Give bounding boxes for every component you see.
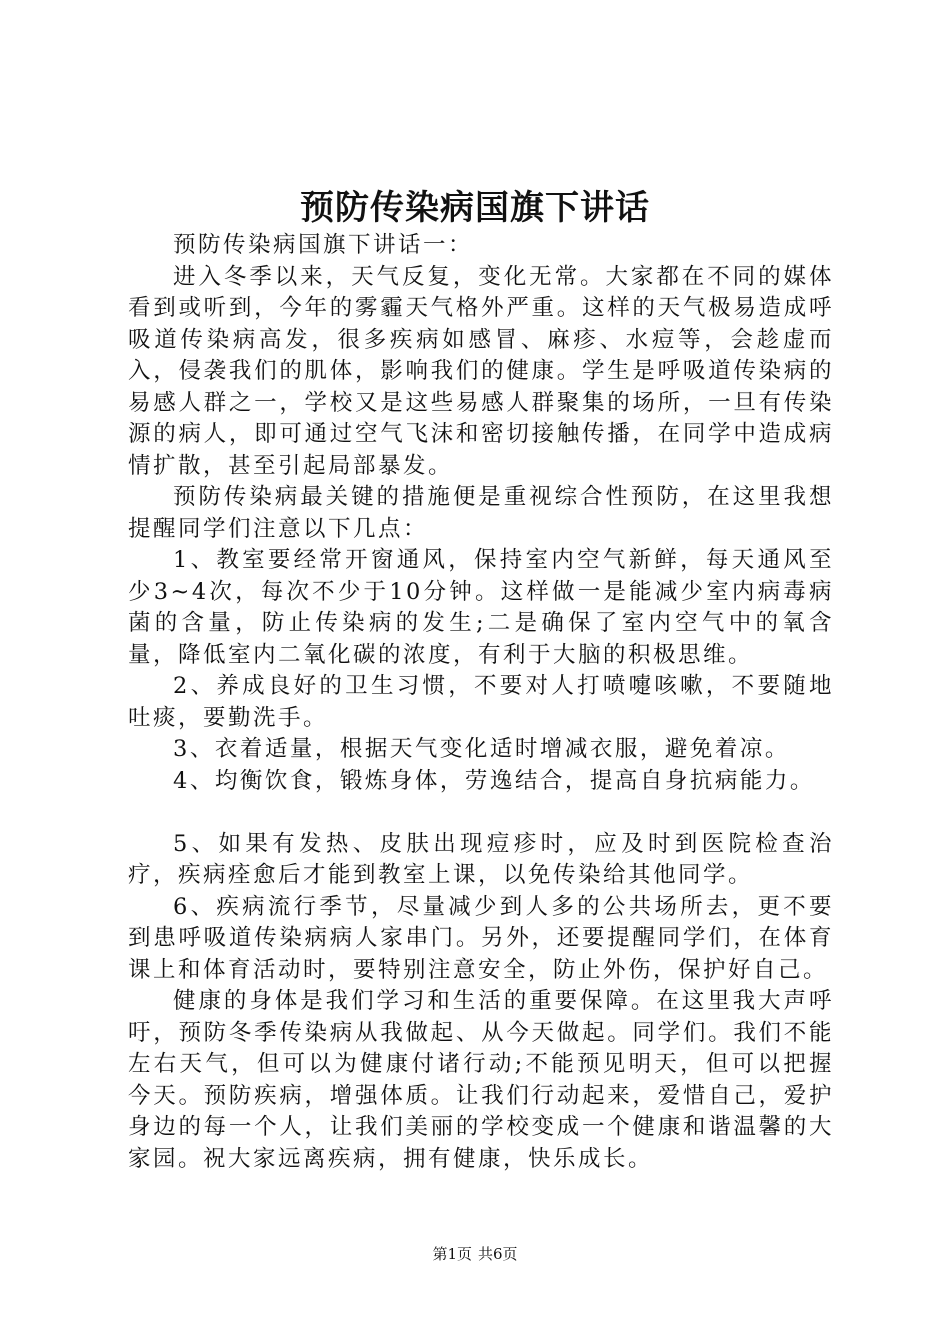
paragraph-conclusion: 健康的身体是我们学习和生活的重要保障。在这里我大声呼吁，预防冬季传染病从我做起、从今天做起。同学们。我们不能左右天气，但可以为健康付诸行动;不能预见明天，但可以把握今天。预防疾病，增强体质。让我们行动起来，爱惜自己，爱护身边的每一个人，让我们美丽的学校变成一个健康和谐温馨的大家园。祝大家远离疾病，拥有健康，快乐成长。: [128, 988, 834, 1172]
document-body: [128, 230, 834, 1175]
page-total: 共6页: [478, 1245, 518, 1263]
paragraph-point-4: 4、均衡饮食，锻炼身体，劳逸结合，提高自身抗病能力。: [173, 767, 815, 794]
page-number: 第1页: [432, 1245, 472, 1263]
paragraph-intro: 进入冬季以来，天气反复，变化无常。大家都在不同的媒体看到或听到，今年的雾霾天气格外严重。这样的天气极易造成呼吸道传染病高发，很多疾病如感冒、麻疹、水痘等，会趁虚而入，侵袭我们的肌体，影响我们的健康。学生是呼吸道传染病的易感人群之一，学校又是这些易感人群聚集的场所，一旦有传染源的病人，即可通过空气飞沫和密切接触传播，在同学中造成病情扩散，甚至引起局部暴发。: [128, 263, 834, 479]
paragraph-point-1: 1、教室要经常开窗通风，保持室内空气新鲜，每天通风至少3~4次，每次不少于10分钟。这样做一是能减少室内病毒病菌的含量，防止传染病的发生;二是确保了室内空气中的氧含量，降低室内二氧化碳的浓度，有利于大脑的积极思维。: [128, 547, 834, 668]
paragraph-point-6: 6、疾病流行季节，尽量减少到人多的公共场所去，更不要到患呼吸道传染病病人家串门。另外，还要提醒同学们，在体育课上和体育活动时，要特别注意安全，防止外伤，保护好自己。: [128, 893, 834, 983]
paragraph-point-3: 3、衣着适量，根据天气变化适时增减衣服，避免着凉。: [173, 736, 790, 762]
page-footer: [0, 1244, 950, 1264]
paragraph-gap: [128, 797, 834, 829]
document-title: 预防传染病国旗下讲话: [300, 188, 650, 228]
paragraph-point-5: 5、如果有发热、皮肤出现痘疹时，应及时到医院检查治疗，疾病痊愈后才能到教室上课，以免传染给其他同学。: [128, 830, 834, 888]
paragraph-point-2: 2、养成良好的卫生习惯，不要对人打喷嚏咳嗽，不要随地吐痰，要勤洗手。: [128, 673, 834, 731]
paragraph-measures-intro: 预防传染病最关键的措施便是重视综合性预防，在这里我想提醒同学们注意以下几点：: [128, 484, 834, 542]
paragraph-heading: 预防传染病国旗下讲话一：: [173, 232, 474, 258]
